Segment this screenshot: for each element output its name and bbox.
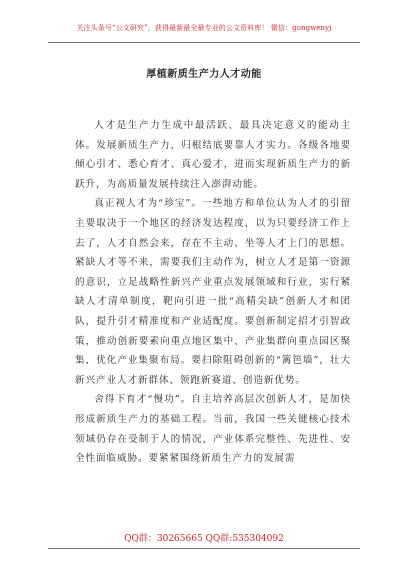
document-title: 厚植新质生产力人才动能 xyxy=(146,69,262,80)
paragraph-2: 真正视人才为“珍宝”。一些地方和单位认为人才的引留主要取决于一个地区的经济发达程度，以为只要经济工作上去了，人才自然会来，存在不主动、坐等人才上门的思想。紧缺人才等不来，需要我们主动作为，树立人才是第一资源的意识，立足战略性新兴产业重点发展领域和行业，实行紧缺人才清单制度，靶向引进一批“高精尖缺”创新人才和团队，提升引才精准度和产业适配度。要创新制定招才引智政策，推动创新要素向重点地区集中、产业集群向重点园区聚集，优化产业集聚布局。要扫除阻碍创新的“篱笆墙”，壮大新兴产业人才新群体、领跑新赛道、创造新优势。 xyxy=(75,198,351,386)
paragraph-3: 舍得下育才“慢功”。自主培养高层次创新人才，是加快形成新质生产力的基础工程。当前，我国一些关键核心技术领域仍存在受制于人的情况，产业体系完整性、先进性、安全性面临威胁。要紧紧围绕新质生产力的发展需 xyxy=(75,394,351,465)
header-text: 关注头条号“公文研究”，获得最新最全最专业的公文资料库！ 微信：gongwenyj xyxy=(76,24,332,32)
document-body xyxy=(75,116,351,469)
footer-text: QQ群：30265665 QQ群:535304092 xyxy=(124,534,284,544)
page-header xyxy=(0,23,408,33)
header-divider xyxy=(48,42,360,43)
page-footer xyxy=(0,533,408,545)
paragraph-1: 人才是生产力生成中最活跃、最具决定意义的能动主体。发展新质生产力，归根结底要靠人才实力。各级各地要倾心引才、悉心育才、真心爱才，进而实现新质生产力的新跃升，为高质量发展持续注入澎湃动能。 xyxy=(75,120,351,190)
footer-divider xyxy=(48,548,360,549)
